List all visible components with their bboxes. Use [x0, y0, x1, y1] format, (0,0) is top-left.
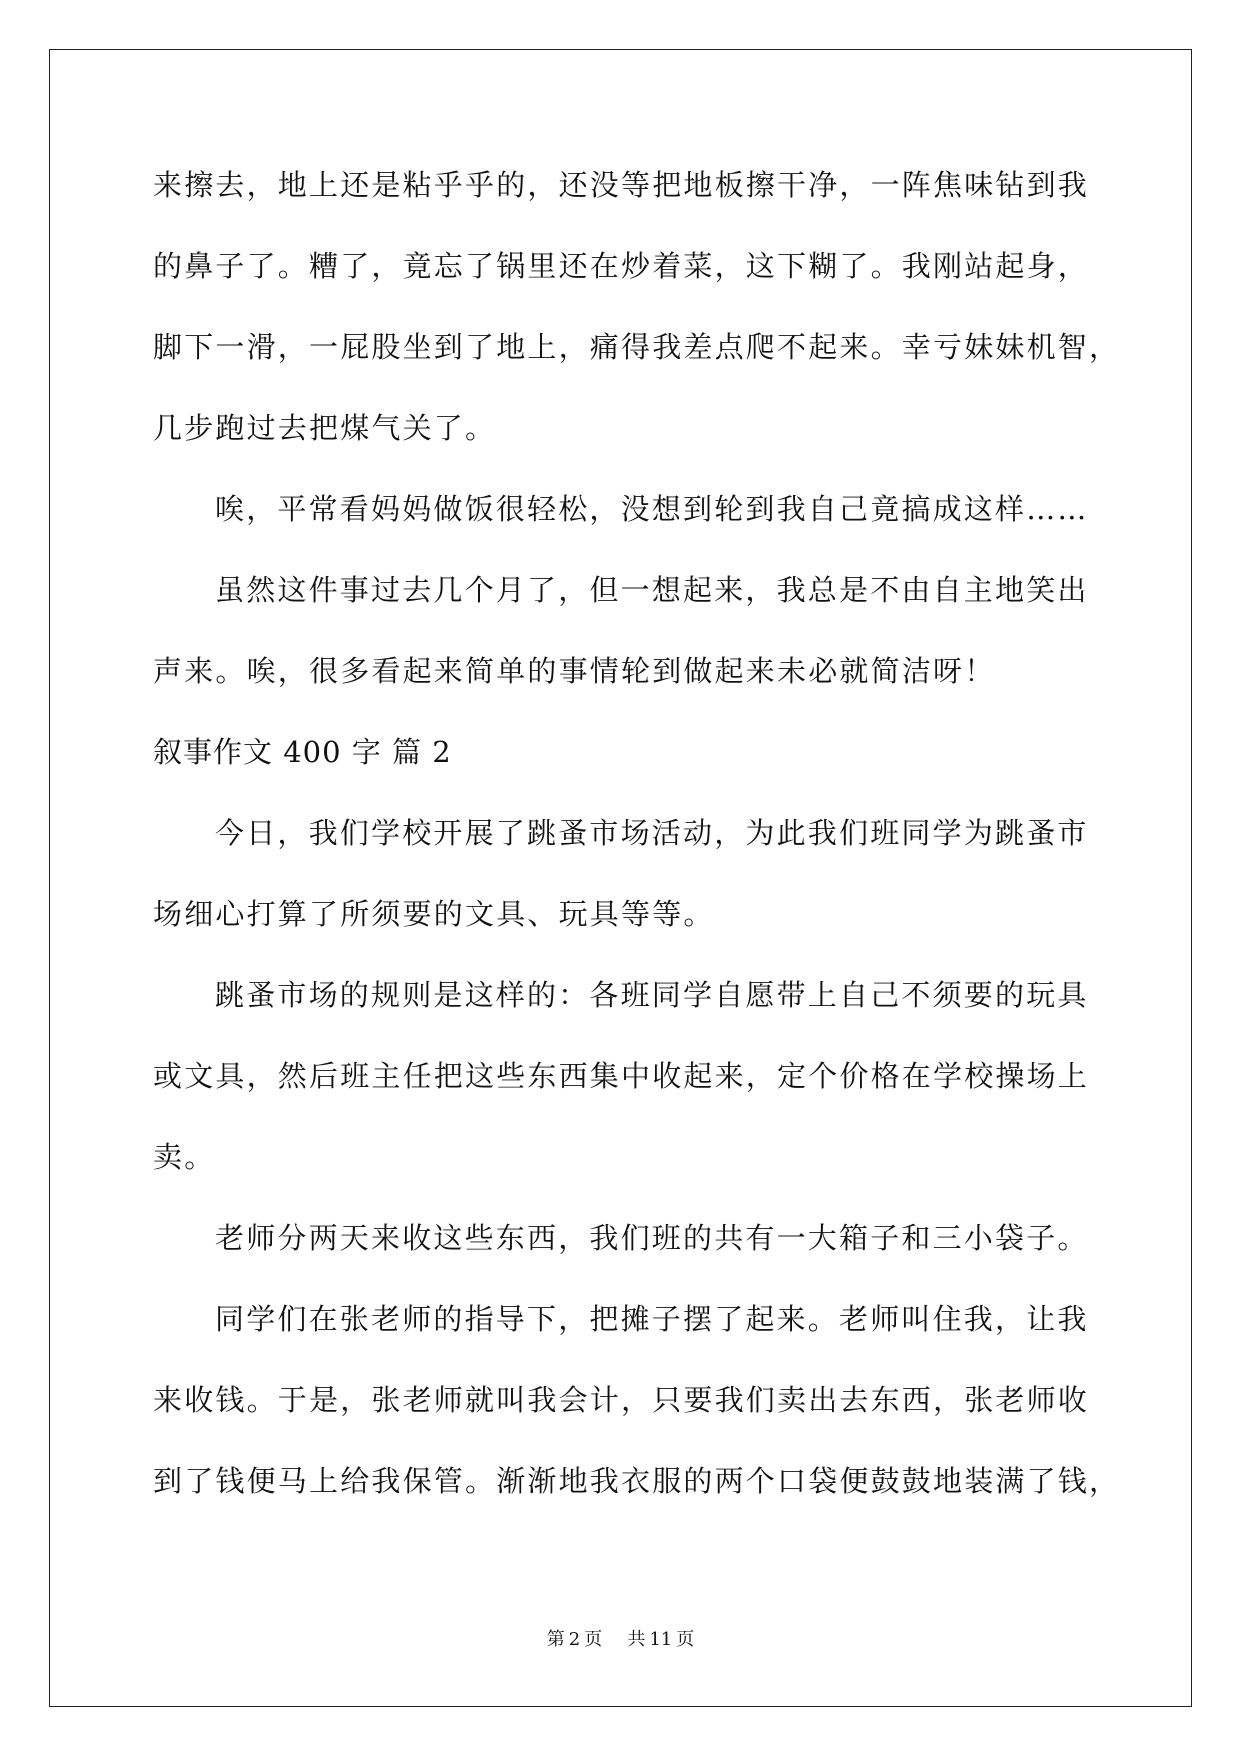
- page-border: [49, 49, 1192, 1707]
- section-heading: 叙事作文 400 字 篇 2: [153, 735, 452, 769]
- paragraph-line: 唉，平常看妈妈做饭很轻松，没想到轮到我自己竟搞成这样……: [215, 492, 1089, 526]
- page-footer: [0, 1629, 1241, 1651]
- paragraph-line: 脚下一滑，一屁股坐到了地上，痛得我差点爬不起来。幸亏妹妹机智，: [153, 330, 1121, 364]
- paragraph-line: 卖。: [153, 1140, 216, 1174]
- paragraph-line: 今日，我们学校开展了跳蚤市场活动，为此我们班同学为跳蚤市: [215, 816, 1089, 850]
- paragraph-line: 来擦去，地上还是粘乎乎的，还没等把地板擦干净，一阵焦味钻到我: [153, 168, 1090, 202]
- page-indicator: [545, 1629, 604, 1650]
- paragraph-line: 到了钱便马上给我保管。渐渐地我衣服的两个口袋便鼓鼓地装满了钱，: [153, 1464, 1121, 1498]
- paragraph-line: 跳蚤市场的规则是这样的：各班同学自愿带上自己不须要的玩具: [215, 978, 1089, 1012]
- current-page-label: 第: [546, 1629, 565, 1650]
- current-page-unit: 页: [584, 1629, 603, 1650]
- current-page-number: 2: [568, 1629, 581, 1650]
- paragraph-line: 场细心打算了所须要的文具、玩具等等。: [153, 897, 715, 931]
- total-pages-indicator: [625, 1629, 696, 1650]
- paragraph-line: 老师分两天来收这些东西，我们班的共有一大箱子和三小袋子。: [215, 1221, 1089, 1255]
- paragraph-line: 来收钱。于是，张老师就叫我会计，只要我们卖出去东西，张老师收: [153, 1383, 1090, 1417]
- paragraph-line: 几步跑过去把煤气关了。: [153, 411, 497, 445]
- total-pages-number: 11: [649, 1629, 673, 1650]
- paragraph-line: 声来。唉，很多看起来简单的事情轮到做起来未必就简洁呀！: [153, 654, 996, 688]
- paragraph-line: 或文具，然后班主任把这些东西集中收起来，定个价格在学校操场上: [153, 1059, 1090, 1093]
- paragraph-line: 同学们在张老师的指导下，把摊子摆了起来。老师叫住我，让我: [215, 1302, 1089, 1336]
- total-pages-unit: 页: [676, 1629, 695, 1650]
- paragraph-line: 的鼻子了。糟了，竟忘了锅里还在炒着菜，这下糊了。我刚站起身，: [153, 249, 1090, 283]
- total-pages-label: 共: [627, 1629, 646, 1650]
- paragraph-line: 虽然这件事过去几个月了，但一想起来，我总是不由自主地笑出: [215, 573, 1089, 607]
